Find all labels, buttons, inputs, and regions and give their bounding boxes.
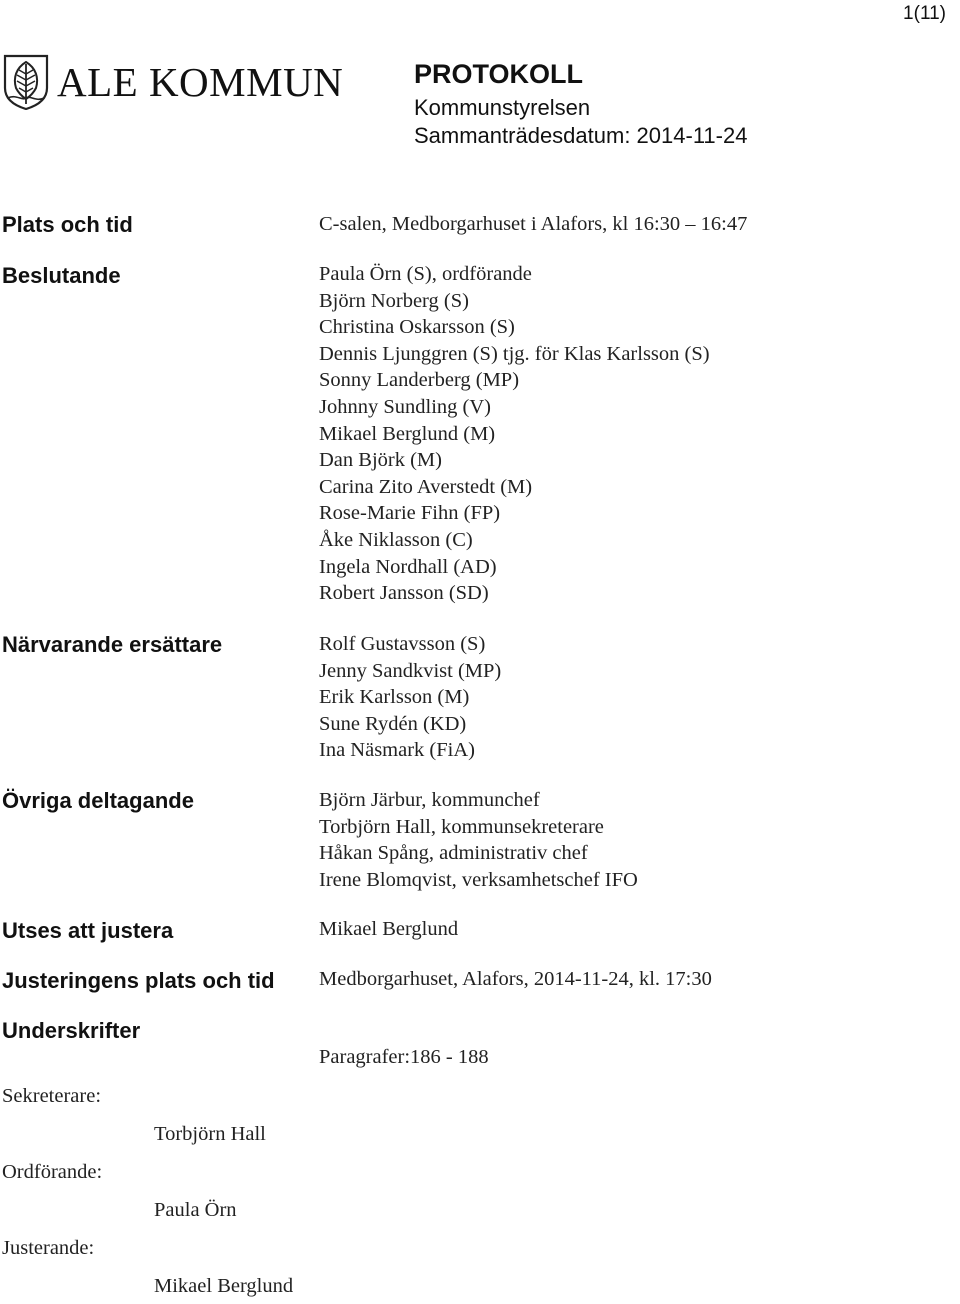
- list-item: Rolf Gustavsson (S): [319, 633, 486, 655]
- list-item: Robert Jansson (SD): [319, 582, 489, 605]
- list-item: Ingela Nordhall (AD): [319, 555, 497, 578]
- signature-role-ordforande: Ordförande:: [2, 1161, 103, 1183]
- list-item: Håkan Spång, administrativ chef: [319, 842, 588, 865]
- signature-name-justerande: Mikael Berglund: [154, 1275, 294, 1297]
- leaf-emblem-icon: [2, 54, 50, 110]
- list-item: Björn Järbur, kommunchef: [319, 789, 540, 811]
- list-item: Mikael Berglund (M): [319, 422, 496, 445]
- list-item: Ina Näsmark (FiA): [319, 739, 475, 762]
- label-ovriga-deltagande: Övriga deltagande: [2, 788, 194, 813]
- page-number: 1(11): [903, 3, 946, 24]
- ovriga-deltagande-list: [319, 787, 638, 893]
- list-item: Carina Zito Averstedt (M): [319, 475, 533, 498]
- list-item: Rose-Marie Fihn (FP): [319, 502, 501, 525]
- signature-role-justerande: Justerande:: [2, 1237, 95, 1259]
- label-justeringens-plats: Justeringens plats och tid: [2, 968, 275, 993]
- label-utses-att-justera: Utses att justera: [2, 918, 174, 943]
- list-item: Erik Karlsson (M): [319, 686, 470, 709]
- beslutande-list: [319, 261, 710, 607]
- ale-kommun-logo: [2, 50, 352, 112]
- list-item: Dan Björk (M): [319, 449, 442, 472]
- signature-name-ordforande: Paula Örn: [154, 1199, 237, 1221]
- narvarande-ersattare-list: [319, 631, 501, 764]
- signature-name-sekreterare: Torbjörn Hall: [154, 1123, 266, 1145]
- value-utses-att-justera: Mikael Berglund: [319, 918, 459, 940]
- meeting-date: Sammanträdesdatum: 2014-11-24: [414, 123, 748, 148]
- list-item: Sune Rydén (KD): [319, 712, 467, 735]
- signature-role-sekreterare: Sekreterare:: [2, 1085, 102, 1107]
- label-plats-och-tid: Plats och tid: [2, 212, 133, 237]
- value-justeringens-plats: Medborgarhuset, Alafors, 2014-11-24, kl. 17:30: [319, 968, 712, 990]
- paragrafer: Paragrafer:186 - 188: [319, 1046, 489, 1068]
- list-item: Dennis Ljunggren (S) tjg. för Klas Karlsson (S): [319, 342, 710, 365]
- document-title: PROTOKOLL: [414, 59, 584, 89]
- list-item: Irene Blomqvist, verksamhetschef IFO: [319, 868, 638, 891]
- value-plats-och-tid: C-salen, Medborgarhuset i Alafors, kl 16:30 – 16:47: [319, 213, 748, 235]
- logo-wordmark: ALE KOMMUN: [57, 59, 344, 105]
- list-item: Paula Örn (S), ordförande: [319, 263, 532, 285]
- label-beslutande: Beslutande: [2, 263, 121, 288]
- list-item: Johnny Sundling (V): [319, 395, 491, 418]
- list-item: Åke Niklasson (C): [319, 528, 473, 551]
- list-item: Jenny Sandkvist (MP): [319, 659, 502, 682]
- label-narvarande-ersattare: Närvarande ersättare: [2, 632, 223, 657]
- list-item: Torbjörn Hall, kommunsekreterare: [319, 815, 604, 838]
- list-item: Björn Norberg (S): [319, 289, 469, 312]
- organization-name: Kommunstyrelsen: [414, 95, 591, 120]
- list-item: Christina Oskarsson (S): [319, 316, 515, 339]
- list-item: Sonny Landerberg (MP): [319, 369, 520, 392]
- label-underskrifter: Underskrifter: [2, 1018, 141, 1043]
